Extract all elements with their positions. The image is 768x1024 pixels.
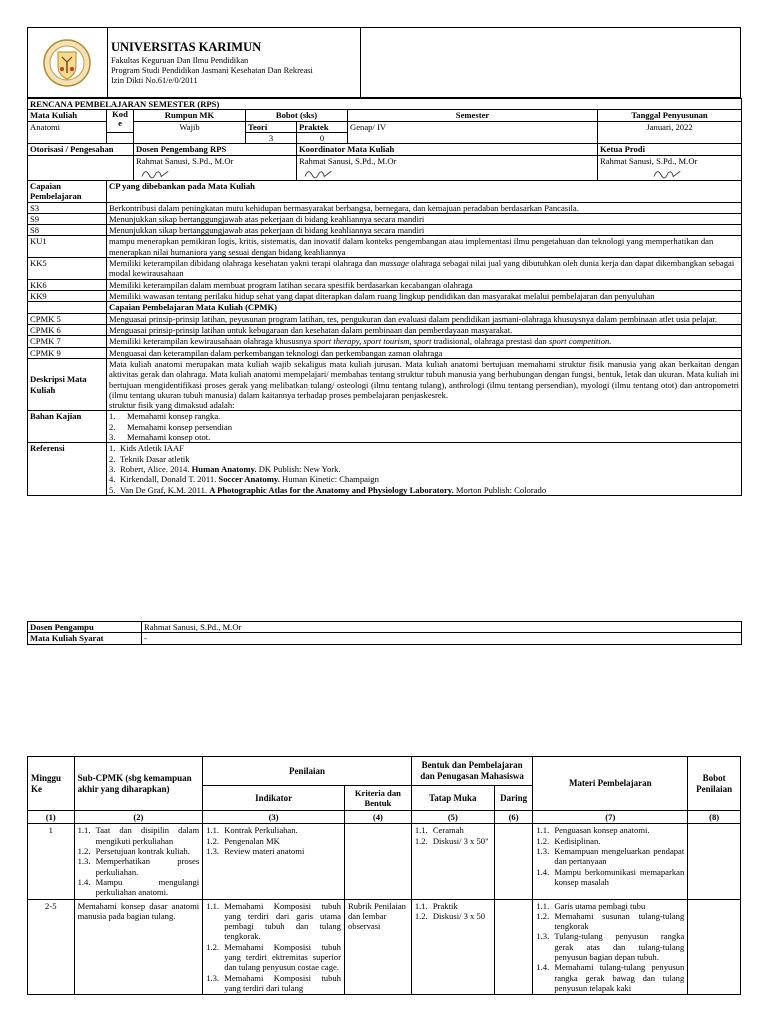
ketua-label: Ketua Prodi [598,144,742,155]
item-number: 1.1. [414,825,428,836]
bahan-label: Bahan Kajian [28,411,107,443]
tatap-muka-cell [411,899,494,995]
indikator-cell [203,899,345,995]
referensi-item [109,474,739,484]
cpmk-text: Menguasai dan keterampilan dalam perkembangan teknologi dan perkembangan zaman olahraga [107,347,742,358]
column-number: (2) [74,811,203,824]
cp-text: Menunjukkan sikap bertanggungjawab atas pekerjaan di bidang keahliannya secara mandiri [107,213,742,224]
cp-code: S8 [28,225,107,236]
list-item [536,962,684,993]
cp-text: Menunjukkan sikap bertanggungjawab atas pekerjaan di bidang keahliannya secara mandiri [107,225,742,236]
signature-icon [648,166,688,180]
cpmk-text-part: tradisional, olahraga prestasi dan [431,336,549,347]
cp-text: Berkontribusi dalam peningkatan mutu kehidupan bermasyarakat berbangsa, bernegara, dan kemajuan peradaban berdasarkan Pancasila. [107,202,742,213]
bahan-item [109,411,739,421]
cpmk-code: CPMK 7 [28,336,107,347]
pengampu-label: Dosen Pengampu [28,622,142,633]
header-bentuk: Bentuk dan Pembelajaran dan Penugasan Mahasiswa [411,757,533,786]
university-name: UNIVERSITAS KARIMUN [111,40,262,54]
rps-title: RENCANA PEMBELAJARAN SEMESTER (RPS) [28,99,742,110]
column-number: (4) [344,811,411,824]
list-item [536,867,684,888]
kriteria-cell: Rubrik Penilaian dan lembar observasi [344,899,411,995]
cp-code: S9 [28,213,107,224]
materi-cell [533,824,688,899]
referensi-item [109,485,739,495]
praktek-value: 0 [297,132,348,143]
list-item [206,825,341,835]
item-text: Penguasan konsep anatomi. [554,825,650,836]
item-text: Persetujuan kontrak kuliah. [95,845,190,856]
item-number: 1.2. [77,845,91,856]
faculty-line: Fakultas Keguruan Dan Ilmu Pendidikan [111,56,249,65]
cp-text-part: olahraga sebagai nilai jual yang dibutuhkan oleh dunia kerja dan dapat dikembangkan sebagai modal kewirausahaan [109,258,735,279]
tanggal-value: Januari, 2022 [598,121,742,144]
item-text: Mampu berkomunikasi memaparkan konsep masalah [554,866,685,887]
materi-cell [533,899,688,995]
header-subcpmk: Sub-CPMK (sbg kemampuan akhir yang diharapkan) [74,757,203,811]
cpmk-code: CPMK 5 [28,313,107,324]
deskripsi-text [107,358,742,411]
cpmk-text-part: Memiliki keterampilan kewirausahaan olahraga khususnya [109,336,314,347]
item-number: 1.3. [77,856,91,867]
cpmk-code: CPMK 6 [28,324,107,335]
table-row [28,824,741,899]
ketua-cell [598,155,742,180]
item-text: Pengenalan MK [224,835,280,846]
list-item [206,836,341,846]
indikator-cell [203,824,345,899]
cpmk-text: Menguasai prinsip-prinsip latihan, peyusunan program latihan, tes, pengukuran dan evaluasi dalam pendidikan jasmani-olahraga khusuysnya dalam pembinaan atlet usia pelajar. [107,313,742,324]
ref-title: A Photographic Atlas for the Anatomy and Physiology Laboratory. [209,484,454,495]
col-semester: Semester [348,110,598,121]
list-item [536,846,684,867]
item-text: Kemampuan mengeluarkan pendapat dan pertanyaan [554,845,685,867]
item-text: Mampu mengulangi perkuliahan anatomi. [95,876,200,898]
cp-text: Memiliki wawasan tentang perilaku hidup sehat yang dapat diterapkan dalam ruang lingkup pendidikan dan masyarakat melalui pembelajaran dan penyuluhan [107,291,742,302]
cpmk-code: CPMK 9 [28,347,107,358]
praktek-label: Praktek [297,121,348,132]
logo-cell [28,28,108,97]
deskripsi-paragraph: Mata kuliah anatomi merupakan mata kuliah wajib sekaligus mata kuliah jurusan. Mata kuliah anatomi bertujuan memahami struktur fisik manusia yang akan berkaitan dengan aktivitas gerak dan olahraga. Mata kuliah anatomi mempelajari/ membahas tentang struktur tubuh manusia yang berhubungan dengan fungsi, bentuk, letak dan ukuran. Mata kuliah ini bertujuan mengidentifikasi proses gerak yang melibatkan tulang/ osteologi (ilmu tentang tulang), anthrologi (ilmu tentang persendian), myologi (ilmu tentang otot) dan antropometri (ilmu tentang ukuran tubuh manusia) dalam kaitannya terhadap proses pembelajaran penjaskesrek. [109,358,740,400]
item-number: 1.3. [206,845,220,856]
bobot-cell [688,824,741,899]
kode-value [107,132,134,143]
dosen-table [27,621,742,645]
header-daring: Daring [494,786,532,811]
header-penilaian: Penilaian [203,757,412,786]
ref-text: Kirkendall, Donald T. 2011. [120,474,219,485]
teori-value: 3 [246,132,297,143]
item-number: 1.3. [206,972,220,983]
item-text: Ceramah [432,825,464,836]
dosen-rps-name: Rahmat Sanusi, S.Pd., M.Or [136,155,234,166]
item-number: 1.4. [536,962,550,973]
item-text: Memahami Komposisi tubuh yang terdiri dari tulang [224,972,341,993]
list-item [206,846,341,856]
list-item [78,846,200,856]
tatap-muka-cell [411,824,494,899]
university-info [108,28,361,97]
item-text: Memahami susunan tulang-tulang tengkorak [554,910,685,932]
item-text: Memahami konsep persendian [127,421,233,432]
referensi-item [109,443,739,453]
cp-code: KK9 [28,291,107,302]
list-item [536,836,684,846]
header-indikator: Indikator [203,786,345,811]
item-number: 4. [109,474,116,485]
dosen-rps-cell [134,155,297,180]
list-item [415,901,491,911]
item-number: 1.2. [536,910,550,921]
item-number: 1.1. [536,900,550,911]
item-number: 1.1. [206,900,220,911]
list-item [415,911,491,921]
item-number: 3. [109,432,116,443]
item-number: 1.2. [414,910,428,921]
list-item [415,825,491,835]
header-tatap-muka: Tatap Muka [411,786,494,811]
col-tanggal: Tanggal Penyusunan [598,110,742,121]
cp-label: Capaian Pembelajaran [28,180,107,202]
list-item [206,901,341,942]
col-rumpun: Rumpun MK [134,110,246,121]
list-item [536,825,684,835]
item-number: 1. [109,411,116,422]
cp-code: S3 [28,202,107,213]
program-line: Program Studi Pendidikan Jasmani Kesehatan Dan Rekreasi [111,66,313,75]
list-item [415,836,491,846]
item-text: Kedisiplinan. [554,835,601,846]
item-text: Praktik [432,900,458,911]
item-number: 1.2. [206,835,220,846]
ref-text: Kids Atletik IAAF [120,443,184,454]
syarat-value: - [142,633,742,644]
item-text: Diskusi/ 3 x 50" [432,835,489,846]
document-header [27,27,741,98]
item-number: 2. [109,453,116,464]
weekly-plan-table [27,756,741,995]
daring-cell [494,899,532,995]
semester-value: Genap/ IV [348,121,598,144]
item-number: 3. [109,464,116,474]
koordinator-cell [297,155,598,180]
cp-code: KK5 [28,258,107,280]
item-text: Memahami Komposisi tubuh yang terdiri ektremitas superior dan tulang penyusun costae cage. [224,941,341,973]
sub-cpmk-cell [74,824,203,899]
bobot-cell [688,899,741,995]
list-item [78,877,200,898]
bahan-item [109,432,739,442]
ref-text: Robert, Alice. 2014. [120,464,192,474]
item-number: 1.4. [536,866,550,877]
ref-publisher: Morton Publish: Colorado [453,484,547,495]
column-number: (7) [533,811,688,824]
bahan-item [109,422,739,432]
cp-text: mampu menerapkan pemikiran logis, kritis, sistematis, dan inovatif dalam konteks pengembangan atau implementasi ilmu pengetahuan dan teknologi yang memperhatikan dan menerapkan nilai humaniora yang sesuai dengan bidang keahliannya [107,236,742,258]
item-text: Review materi anatomi [224,845,305,856]
syarat-label: Mata Kuliah Syarat [28,633,142,644]
kriteria-cell [344,824,411,899]
permit-line: Izin Dikti No.61/e/0/2011 [111,76,198,85]
item-number: 1.1. [536,825,550,836]
header-minggu: Minggu Ke [28,757,75,811]
item-text: Garis utama pembagi tubu [554,900,646,911]
ketua-name: Rahmat Sanusi, S.Pd., M.Or [600,155,698,166]
cpmk-header: Capaian Pembelajaran Mata Kuliah (CPMK) [107,302,742,313]
list-item [78,825,200,846]
koordinator-label: Koordinator Mata Kuliah [297,144,598,155]
week-number: 2-5 [28,899,75,995]
cp-code: KK6 [28,279,107,290]
dosen-rps-label: Dosen Pengembang RPS [134,144,297,155]
pengampu-value: Rahmat Sanusi, S.Pd., M.Or [142,622,742,633]
bahan-list [107,411,742,443]
deskripsi-label: Deskripsi Mata Kuliah [28,358,107,411]
list-item [206,973,341,994]
cpmk-text-italic: sport competition. [548,336,612,347]
column-number: (5) [411,811,494,824]
cp-header: CP yang dibebankan pada Mata Kuliah [107,180,742,202]
sub-cpmk-cell: Memahami konsep dasar anatomi manusia pada bagian tulang. [74,899,203,995]
daring-cell [494,824,532,899]
list-item [536,911,684,932]
teori-label: Teori [246,121,297,132]
cp-text [107,258,742,280]
otorisasi-label: Otorisasi / Pengesahan [28,144,134,155]
list-item [536,931,684,962]
ref-title: Soccer Anatomy. [218,474,280,485]
header-materi: Materi Pembelajaran [533,757,688,811]
list-item [78,856,200,877]
item-text: Memahami konsep rangka. [127,411,221,422]
item-number: 1.4. [77,876,91,887]
ref-title: Human Anatomy. [191,464,257,474]
cpmk-text: Menguasai prinsip-prinsip latihan untuk kebugaraan dan kesehatan dalam pembinaan dan pemberdayaan masyarakat. [107,324,742,335]
header-bobot: Bobot Penilaian [688,757,741,811]
list-item [536,901,684,911]
column-number: (6) [494,811,532,824]
item-number: 1.3. [536,931,550,942]
item-number: 1.1. [414,900,428,911]
item-text: Diskusi/ 3 x 50 [432,910,486,921]
signature-icon [136,166,176,180]
table-row [28,899,741,995]
referensi-label: Referensi [28,443,107,496]
item-text: Memahami konsep otot. [127,432,211,443]
rps-table [27,98,742,496]
item-text: Tulang-tulang penyusun rangka gerak atas dan tulang-tulang penyusun bagian depan tubuh. [554,931,685,963]
col-kode: Kod e [107,110,134,133]
signature-icon [299,166,339,180]
koordinator-name: Rahmat Sanusi, S.Pd., M.Or [299,155,397,166]
referensi-item [109,454,739,464]
item-number: 1.2. [206,941,220,952]
col-bobot: Bobot (sks) [246,110,348,121]
cp-code: KU1 [28,236,107,258]
week-number: 1 [28,824,75,899]
cpmk-text [107,336,742,347]
item-number: 1.3. [536,845,550,856]
item-number: 2. [109,421,116,432]
item-number: 1. [109,443,116,454]
mata-kuliah-value: Anatomi [28,121,107,144]
cpmk-text-italic: sport therapy, sport tourism, sport [313,336,432,347]
column-number: (1) [28,811,75,824]
university-seal-icon [40,38,94,88]
ref-text: Van De Graf, K.M. 2011. [120,484,210,495]
item-number: 5. [109,484,116,495]
otorisasi-blank [28,155,134,180]
column-number: (3) [203,811,345,824]
item-text: Taat dan disipilin dalam mengikuti perkuliahan [95,825,200,846]
item-number: 1.1. [206,825,220,836]
ref-publisher: Human Kinetic: Champaign [279,474,379,485]
referensi-list [107,443,742,496]
item-text: Memperhatikan proses perkuliahan. [95,856,200,877]
deskripsi-line: struktur fisik yang dimaksud adalah: [109,400,235,411]
item-number: 1.2. [414,835,428,846]
referensi-item [109,464,739,474]
column-number: (8) [688,811,741,824]
item-number: 1.1. [77,825,91,836]
ref-publisher: DK Publish: New York. [256,464,341,474]
cp-text-part: Memiliki keterampilan dibidang olahraga kesehatan yakni terapi olahraga dan [109,258,380,269]
item-text: Kontrak Perkuliahan. [224,825,298,836]
item-text: Memahami tulang-tulang penyusun rangka gerak bawag dan tulang penyusun telapak kaki [554,962,685,993]
ref-text: Teknik Dasar atletik [120,453,190,464]
list-item [206,942,341,973]
item-number: 1.2. [536,835,550,846]
item-text: Memahami Komposisi tubuh yang terdiri dari garis utama pembagi tubuh dan tulang tengkorak. [224,900,341,942]
rumpun-value: Wajib [134,121,246,144]
cp-text: Memiliki keterampilan dalam membuat program latihan secara spesifik berdasarkan kecabangan olahraga [107,279,742,290]
cp-text-italic: massage [379,258,409,269]
col-mata-kuliah: Mata Kuliah [28,110,107,121]
cpmk-blank [28,302,107,313]
header-kriteria: Kriteria dan Bentuk [344,786,411,811]
